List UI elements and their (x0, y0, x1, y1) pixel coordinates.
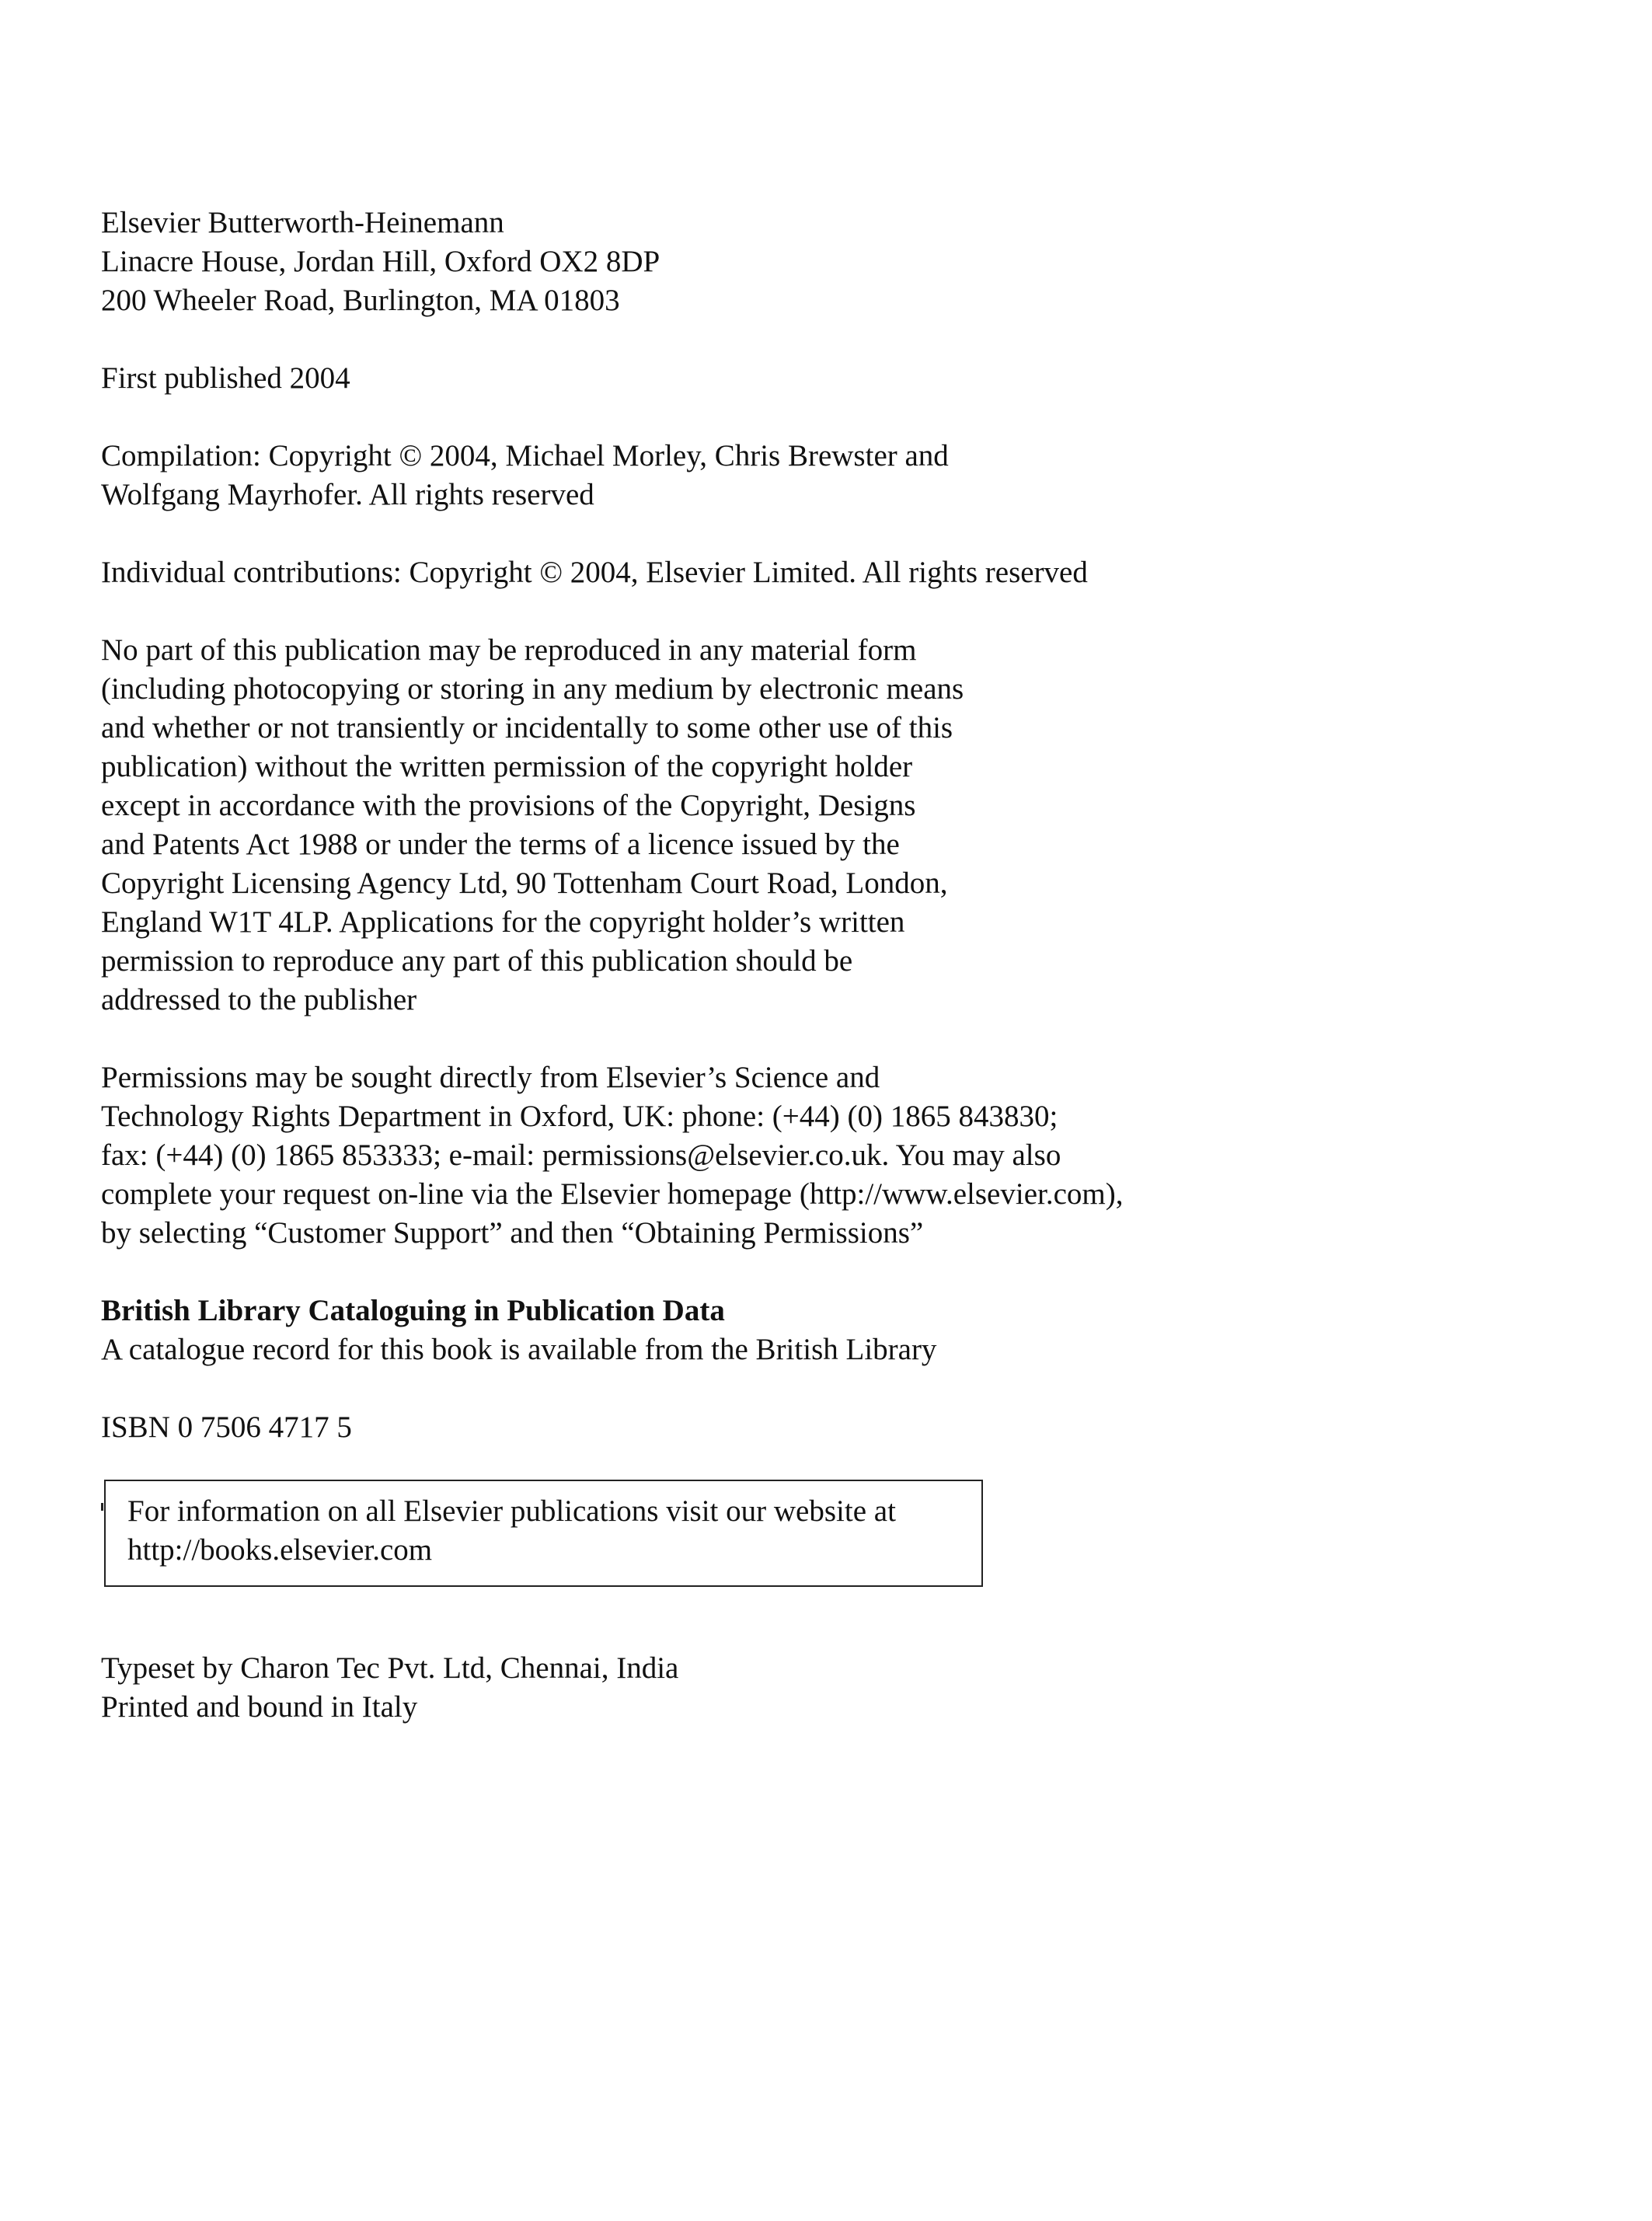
permissions-notice-line: Technology Rights Department in Oxford, UK: phone: (+44) (0) 1865 843830; (101, 1100, 1058, 1133)
rights-notice-line: except in accordance with the provisions of the Copyright, Designs (101, 789, 916, 822)
rights-notice-line: and Patents Act 1988 or under the terms of a licence issued by the (101, 828, 900, 861)
rights-notice-line: and whether or not transiently or incidentally to some other use of this (101, 711, 953, 744)
rights-notice-line: England W1T 4LP. Applications for the copyright holder’s written (101, 905, 905, 939)
individual-copyright: Individual contributions: Copyright © 2004, Elsevier Limited. All rights reserved (101, 556, 1088, 589)
rights-notice-line: permission to reproduce any part of this publication should be (101, 944, 853, 978)
permissions-notice-block (101, 1058, 1422, 1253)
cataloguing-block (101, 1292, 1422, 1369)
cataloguing-heading: British Library Cataloguing in Publication Data (101, 1294, 725, 1327)
website-info-line-1: For information on all Elsevier publications visit our website at (127, 1494, 896, 1528)
typeset-credit: Typeset by Charon Tec Pvt. Ltd, Chennai, India (101, 1651, 679, 1685)
production-block (101, 1649, 1422, 1727)
first-published: First published 2004 (101, 361, 350, 395)
first-published-block (101, 359, 1422, 398)
permissions-notice-line: fax: (+44) (0) 1865 853333; e-mail: permissions@elsevier.co.uk. You may also (101, 1138, 1061, 1172)
permissions-notice-line: Permissions may be sought directly from Elsevier’s Science and (101, 1061, 880, 1094)
rights-notice-line: Copyright Licensing Agency Ltd, 90 Tottenham Court Road, London, (101, 866, 948, 900)
printed-credit: Printed and bound in Italy (101, 1690, 418, 1724)
copyright-page (101, 204, 1422, 1766)
individual-copyright-block (101, 553, 1422, 592)
compilation-copyright-line-2: Wolfgang Mayrhofer. All rights reserved (101, 478, 594, 511)
permissions-notice-line: complete your request on-line via the Elsevier homepage (http://www.elsevier.com), (101, 1177, 1124, 1211)
rights-notice-line: addressed to the publisher (101, 983, 417, 1016)
rights-notice-line: No part of this publication may be reproduced in any material form (101, 633, 917, 667)
isbn: ISBN 0 7506 4717 5 (101, 1410, 352, 1444)
publisher-name: Elsevier Butterworth-Heinemann (101, 206, 504, 239)
publisher-address-uk: Linacre House, Jordan Hill, Oxford OX2 8DP (101, 245, 660, 278)
website-info-box (104, 1480, 983, 1587)
compilation-copyright-line-1: Compilation: Copyright © 2004, Michael Morley, Chris Brewster and (101, 439, 949, 472)
box-tick-mark (101, 1503, 103, 1511)
permissions-notice-line: by selecting “Customer Support” and then “Obtaining Permissions” (101, 1216, 924, 1250)
publisher-address-us: 200 Wheeler Road, Burlington, MA 01803 (101, 284, 620, 317)
cataloguing-text: A catalogue record for this book is available from the British Library (101, 1333, 937, 1366)
isbn-block (101, 1408, 1422, 1447)
website-info-url: http://books.elsevier.com (127, 1533, 433, 1567)
rights-notice-line: publication) without the written permission of the copyright holder (101, 750, 913, 783)
compilation-copyright-block (101, 437, 1422, 514)
publisher-block (101, 204, 1422, 320)
rights-notice-line: (including photocopying or storing in any medium by electronic means (101, 672, 964, 706)
rights-notice-block (101, 631, 1422, 1020)
